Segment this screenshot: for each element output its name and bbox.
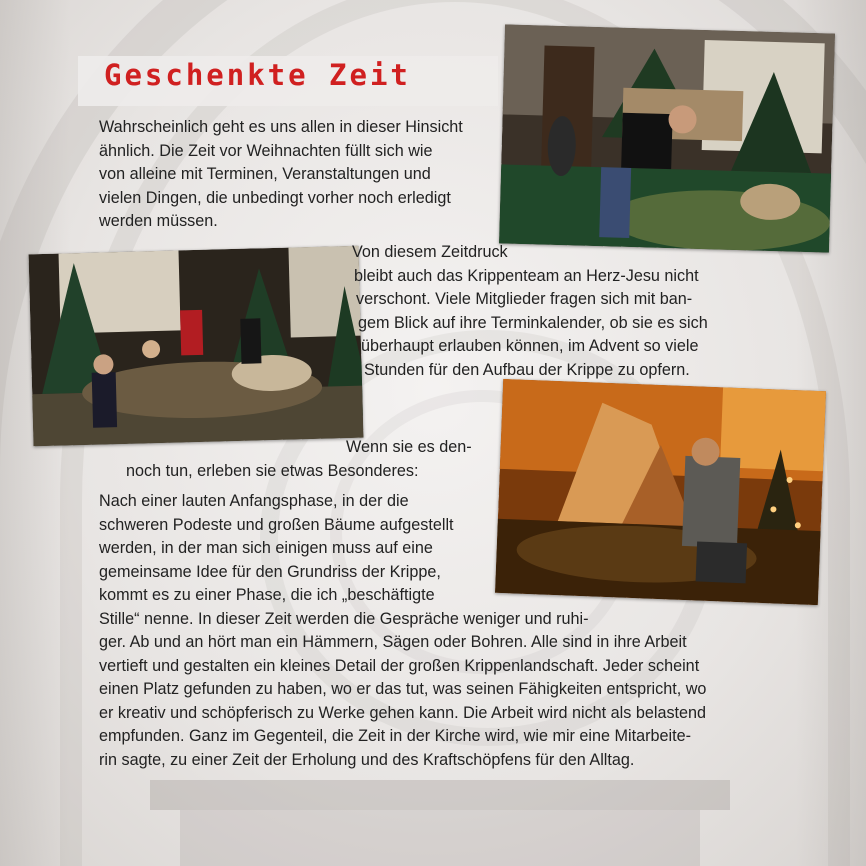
paragraph4-line: empfunden. Ganz im Gegenteil, die Zeit in der Kirche wird, wie mir eine Mitarbeite- (99, 727, 691, 745)
page-title: Geschenkte Zeit (104, 58, 411, 92)
paragraph4-line: Stille“ nenne. In dieser Zeit werden die Gespräche weniger und ruhi- (99, 609, 589, 628)
paragraph4-line: vertieft und gestalten ein kleines Detail der großen Krippenlandschaft. Jeder scheint (99, 656, 700, 675)
paragraph1-line: vielen Dingen, die unbedingt vorher noch erledigt (99, 188, 451, 207)
paragraph1-line: werden müssen. (99, 212, 218, 230)
paragraph1-line: Wahrscheinlich geht es uns allen in dieser Hinsicht (99, 118, 463, 136)
paragraph2-line: gem Blick auf ihre Terminkalender, ob sie es sich (358, 313, 708, 332)
paragraph3-line: Wenn sie es den- (346, 438, 472, 456)
paragraph4-line: schweren Podeste und großen Bäume aufgestellt (99, 515, 454, 534)
paragraph4-line: rin sagte, zu einer Zeit der Erholung und des Kraftschöpfens für den Alltag. (99, 750, 635, 769)
paragraph4-line: kommt es zu einer Phase, die ich „beschäftigte (99, 586, 435, 604)
photo-krippenteam-group (29, 246, 364, 447)
paragraph2-line: Stunden für den Aufbau der Krippe zu opfern. (364, 360, 690, 379)
paragraph2-line: überhaupt erlauben können, im Advent so viele (361, 337, 699, 355)
paragraph4-line: Nach einer lauten Anfangsphase, in der die (99, 492, 409, 510)
paragraph4-line: einen Platz gefunden zu haben, wo er das tut, was seinen Fähigkeiten entspricht, wo (99, 680, 707, 698)
paragraph1-line: von alleine mit Terminen, Veranstaltungen und (99, 165, 431, 183)
paragraph4-line: er kreativ und schöpferisch zu Werke gehen kann. Die Arbeit wird nicht als belastend (99, 703, 707, 722)
paragraph2-line: Von diesem Zeitdruck (352, 243, 508, 261)
paragraph2-line: verschont. Viele Mitglieder fragen sich mit ban- (356, 290, 693, 308)
photo-moss-landscape (499, 24, 835, 252)
paragraph4-line: werden, in der man sich einigen muss auf eine (99, 539, 433, 557)
paragraph4-line: gemeinsame Idee für den Grundriss der Krippe, (99, 562, 441, 581)
paragraph4-line: ger. Ab und an hört man ein Hämmern, Sägen oder Bohren. Alle sind in ihre Arbeit (99, 633, 687, 651)
paragraph3-line: noch tun, erleben sie etwas Besonderes: (126, 461, 419, 480)
paragraph2-line: bleibt auch das Krippenteam an Herz-Jesu nicht (354, 266, 699, 285)
paragraph1-line: ähnlich. Die Zeit vor Weihnachten füllt sich wie (99, 141, 433, 160)
photo-rock-landscape (495, 379, 826, 605)
